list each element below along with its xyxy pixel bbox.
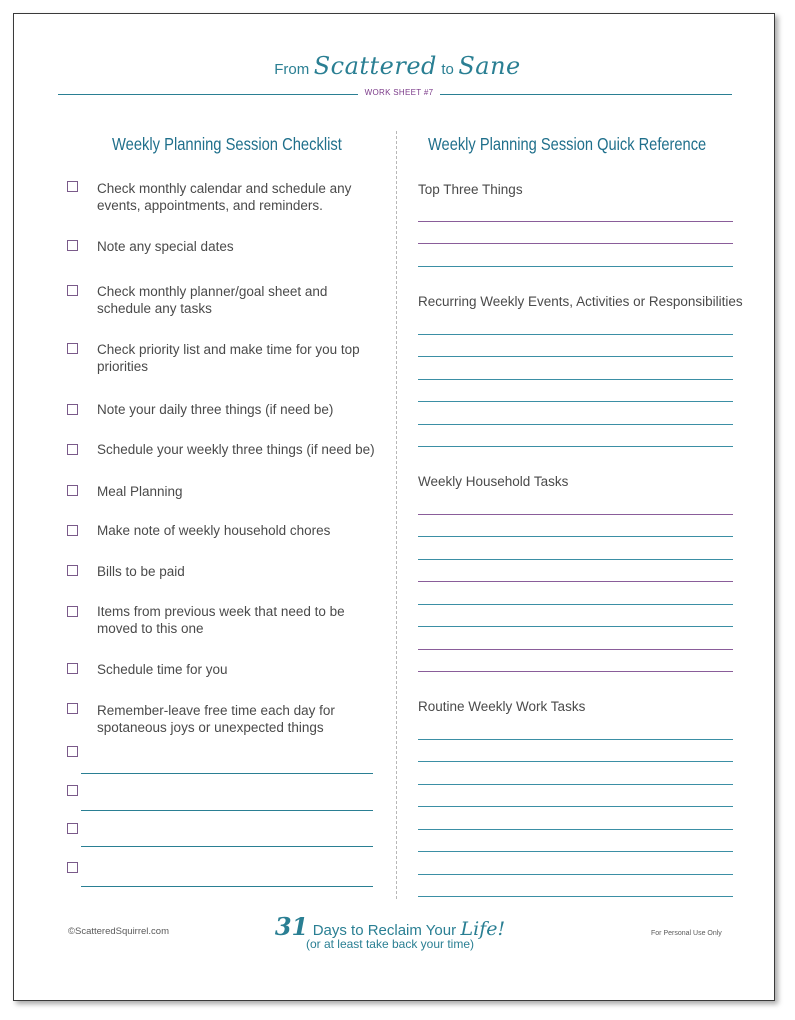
write-line[interactable] xyxy=(418,514,733,515)
write-line[interactable] xyxy=(418,649,733,650)
write-line[interactable] xyxy=(418,581,733,582)
section-label-household: Weekly Household Tasks xyxy=(418,474,569,489)
blank-write-line[interactable] xyxy=(81,773,373,774)
write-line[interactable] xyxy=(418,266,733,267)
series-life: Life! xyxy=(460,918,506,940)
checklist-item: Make note of weekly household chores xyxy=(97,523,331,538)
checklist-item: Note your daily three things (if need be) xyxy=(97,402,334,417)
write-line[interactable] xyxy=(418,604,733,605)
checkbox[interactable] xyxy=(67,285,78,296)
checkbox[interactable] xyxy=(67,485,78,496)
checklist-item: Meal Planning xyxy=(97,484,183,499)
checklist-item: Check priority list and make time for you top priorities xyxy=(97,342,360,374)
column-divider xyxy=(396,131,397,899)
checkbox[interactable] xyxy=(67,565,78,576)
checkbox[interactable] xyxy=(67,525,78,536)
write-line[interactable] xyxy=(418,874,733,875)
checkbox[interactable] xyxy=(67,746,78,757)
section-label-top-three: Top Three Things xyxy=(418,182,523,197)
series-text: Days to Reclaim Your xyxy=(312,922,457,939)
personal-use-note: For Personal Use Only xyxy=(651,930,722,937)
checkbox[interactable] xyxy=(67,444,78,455)
write-line[interactable] xyxy=(418,829,733,830)
page-title xyxy=(0,52,795,80)
checkbox[interactable] xyxy=(67,404,78,415)
write-line[interactable] xyxy=(418,424,733,425)
write-line[interactable] xyxy=(418,739,733,740)
write-line[interactable] xyxy=(418,536,733,537)
checkbox[interactable] xyxy=(67,181,78,192)
checklist-item: Check monthly calendar and schedule any events, appointments, and reminders. xyxy=(97,181,352,213)
checklist-item: Note any special dates xyxy=(97,239,234,254)
worksheet-number: WORK SHEET #7 xyxy=(364,88,434,97)
blank-write-line[interactable] xyxy=(81,810,373,811)
write-line[interactable] xyxy=(418,379,733,380)
checklist-item: Items from previous week that need to be moved to this one xyxy=(97,604,345,636)
series-logo xyxy=(240,912,540,951)
checklist-item: Schedule time for you xyxy=(97,662,228,677)
write-line[interactable] xyxy=(418,334,733,335)
title-from: From xyxy=(274,61,310,78)
checkbox[interactable] xyxy=(67,862,78,873)
series-number: 31 xyxy=(274,912,309,941)
write-line[interactable] xyxy=(418,784,733,785)
write-line[interactable] xyxy=(418,559,733,560)
header-rule-right xyxy=(440,94,732,95)
checklist-title: Weekly Planning Session Checklist xyxy=(112,134,342,154)
blank-write-line[interactable] xyxy=(81,886,373,887)
write-line[interactable] xyxy=(418,446,733,447)
write-line[interactable] xyxy=(418,671,733,672)
checklist-item: Check monthly planner/goal sheet and schedule any tasks xyxy=(97,284,328,316)
section-label-recurring: Recurring Weekly Events, Activities or Responsibilities xyxy=(418,294,743,309)
title-sane: Sane xyxy=(458,52,521,80)
write-line[interactable] xyxy=(418,243,733,244)
checkbox[interactable] xyxy=(67,703,78,714)
blank-write-line[interactable] xyxy=(81,846,373,847)
checklist-item: Schedule your weekly three things (if need be) xyxy=(97,442,375,457)
title-to: to xyxy=(441,61,454,78)
checkbox[interactable] xyxy=(67,606,78,617)
write-line[interactable] xyxy=(418,896,733,897)
copyright-text: ©ScatteredSquirrel.com xyxy=(68,926,169,937)
header-rule-left xyxy=(58,94,358,95)
checkbox[interactable] xyxy=(67,823,78,834)
write-line[interactable] xyxy=(418,356,733,357)
write-line[interactable] xyxy=(418,806,733,807)
section-label-work: Routine Weekly Work Tasks xyxy=(418,699,586,714)
checkbox[interactable] xyxy=(67,663,78,674)
worksheet-page xyxy=(13,13,775,1001)
write-line[interactable] xyxy=(418,401,733,402)
reference-title: Weekly Planning Session Quick Reference xyxy=(428,134,707,154)
series-subtitle: (or at least take back your time) xyxy=(305,937,475,951)
write-line[interactable] xyxy=(418,851,733,852)
checkbox[interactable] xyxy=(67,240,78,251)
write-line[interactable] xyxy=(418,626,733,627)
title-scattered: Scattered xyxy=(313,52,437,80)
write-line[interactable] xyxy=(418,221,733,222)
checklist-item: Bills to be paid xyxy=(97,564,185,579)
checklist-item: Remember-leave free time each day for spotaneous joys or unexpected things xyxy=(97,703,335,735)
checkbox[interactable] xyxy=(67,785,78,796)
write-line[interactable] xyxy=(418,761,733,762)
checkbox[interactable] xyxy=(67,343,78,354)
